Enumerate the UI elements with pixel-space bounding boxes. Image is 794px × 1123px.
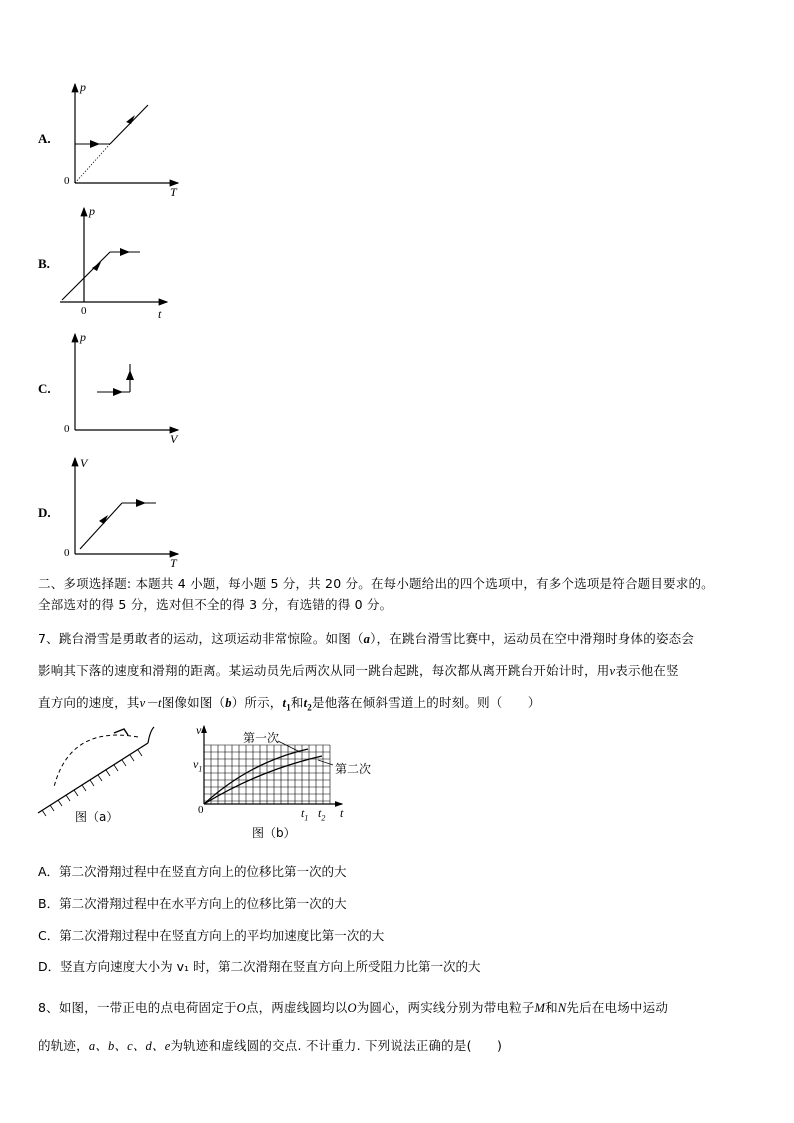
figure-b-caption: 图（b）	[252, 826, 296, 840]
option-b-label: B.	[38, 256, 50, 271]
vt-first-jump-label: 第一次	[243, 731, 280, 745]
graph-b-x-label: t	[158, 307, 162, 321]
question-8-text	[38, 989, 764, 1065]
vt-v1-label: $v_1$	[193, 757, 203, 774]
option-d-label: D.	[38, 505, 51, 520]
graph-b-y-label: p	[89, 204, 95, 218]
question-7-text	[38, 623, 764, 724]
q7-option-b: B．第二次滑翔过程中在水平方向上的位移比第一次的大	[38, 896, 347, 911]
vt-y-axis-label: v	[196, 723, 202, 737]
q7-option-d: D．竖直方向速度大小为 v₁ 时，第二次滑翔在竖直方向上所受阻力比第一次的大	[38, 959, 481, 974]
graph-a-origin: 0	[64, 175, 70, 187]
option-c-label: C.	[38, 381, 51, 396]
section2-line1: 二、多项选择题: 本题共 4 小题，每小题 5 分，共 20 分。在每小题给出的四个选项中，有多个选项是符合题目要求的。	[38, 576, 714, 591]
q7-line2: 影响其下落的速度和滑翔的距离。某运动员先后两次从同一跳台起跳，每次都从离开跳台开始计时，用v表示他在竖	[38, 663, 679, 678]
graph-a-y-label: p	[80, 80, 86, 94]
vt-grid	[204, 745, 330, 804]
vt-t1-label: $t_1$	[301, 806, 309, 823]
q7-option-c: C．第二次滑翔过程中在竖直方向上的平均加速度比第一次的大	[38, 928, 385, 943]
vt-t2-label: $t_2$	[318, 806, 326, 823]
q8-line2: 的轨迹，a、b、c、d、e为轨迹和虚线圆的交点. 不计重力. 下列说法正确的是( )	[38, 1038, 503, 1053]
section2-line2: 全部选对的得 5 分，选对但不全的得 3 分，有选错的得 0 分。	[38, 597, 393, 612]
graph-d-origin: 0	[64, 547, 70, 559]
graph-b	[60, 208, 167, 302]
graph-c-y-label: p	[80, 330, 86, 344]
figure-a-caption: 图（a）	[75, 810, 119, 824]
graph-c-origin: 0	[64, 423, 70, 435]
graph-a	[75, 84, 178, 183]
q8-line1: 8、如图，一带正电的点电荷固定于O点，两虚线圆均以O为圆心，两实线分别为带电粒子M和N先后在电场中运动	[38, 1000, 669, 1015]
q7-line1: 7、跳台滑雪是勇敢者的运动，这项运动非常惊险。如图（a），在跳台滑雪比赛中，运动员在空中滑翔时身体的姿态会	[38, 631, 695, 646]
vt-origin: 0	[198, 804, 204, 816]
graph-d-y-label: V	[80, 456, 88, 470]
graph-c	[75, 334, 178, 430]
first-jump-curve	[204, 749, 308, 804]
graph-b-origin: 0	[81, 305, 87, 317]
graph-c-x-label: V	[170, 432, 178, 446]
graph-a-x-label: T	[170, 185, 177, 199]
section2-instructions	[38, 575, 764, 614]
graph-d	[75, 458, 178, 554]
q7-line3: 直方向的速度，其v－t图像如图（b）所示，$t_1$和$t_2$是他落在倾斜雪道上的时刻。则（ ）	[38, 695, 541, 713]
vt-second-jump-label: 第二次	[335, 762, 372, 776]
q7-option-a: A．第二次滑翔过程中在竖直方向上的位移比第一次的大	[38, 864, 347, 879]
option-a-label: A.	[38, 131, 51, 146]
graph-d-x-label: T	[170, 556, 177, 570]
vt-x-axis-label: t	[340, 806, 344, 820]
